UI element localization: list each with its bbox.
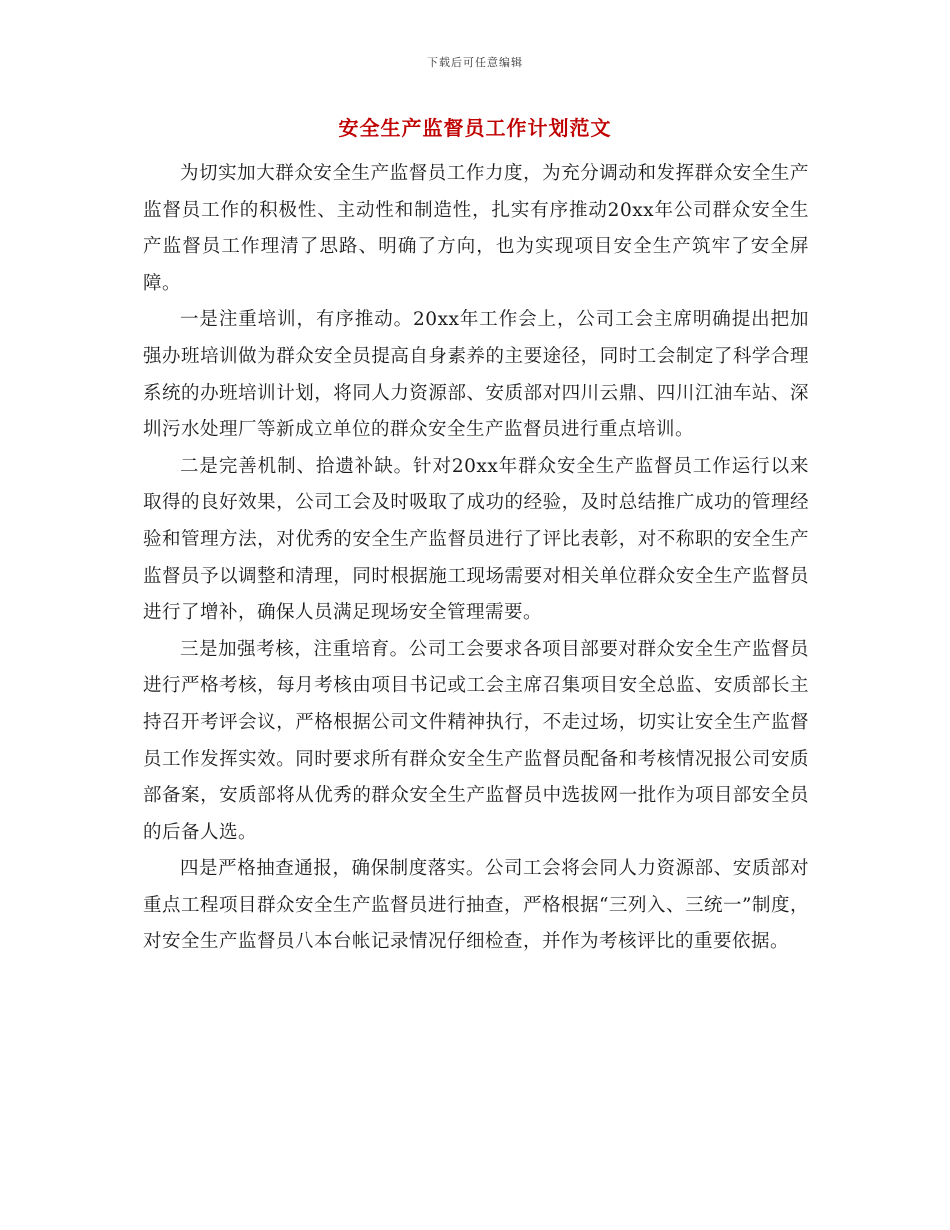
paragraph-inspection: 四是严格抽查通报，确保制度落实。公司工会将会同人力资源部、安质部对重点工程项目群众安全生产监督员进行抽查，严格根据“三列入、三统一”制度，对安全生产监督员八本台帐记录情况仔细检查，并作为考核评比的重要依据。 (143, 858, 809, 953)
paragraph-training: 一是注重培训，有序推动。20xx年工作会上，公司工会主席明确提出把加强办班培训做为群众安全员提高自身素养的主要途径，同时工会制定了科学合理系统的办班培训计划，将同人力资源部、安质部对四川云鼎、四川江油车站、深圳污水处理厂等新成立单位的群众安全生产监督员进行重点培训。 (143, 309, 809, 441)
document-title: 安全生产监督员工作计划范文 (338, 116, 612, 140)
page-header-note: 下载后可任意编辑 (427, 56, 523, 69)
paragraph-assessment: 三是加强考核，注重培育。公司工会要求各项目部要对群众安全生产监督员进行严格考核，每月考核由项目书记或工会主席召集项目安全总监、安质部长主持召开考评会议，严格根据公司文件精神执行，不走过场，切实让安全生产监督员工作发挥实效。同时要求所有群众安全生产监督员配备和考核情况报公司安质部备案，安质部将从优秀的群众安全生产监督员中选拔网一批作为项目部安全员的后备人选。 (143, 638, 809, 843)
paragraph-mechanism: 二是完善机制、拾遗补缺。针对20xx年群众安全生产监督员工作运行以来取得的良好效果，公司工会及时吸取了成功的经验，及时总结推广成功的管理经验和管理方法，对优秀的安全生产监督员进行了评比表彰，对不称职的安全生产监督员予以调整和清理，同时根据施工现场需要对相关单位群众安全生产监督员进行了增补，确保人员满足现场安全管理需要。 (143, 455, 809, 624)
document-body (143, 156, 809, 961)
paragraph-intro: 为切实加大群众安全生产监督员工作力度，为充分调动和发挥群众安全生产监督员工作的积极性、主动性和制造性，扎实有序推动20xx年公司群众安全生产监督员工作理清了思路、明确了方向，也为实现项目安全生产筑牢了安全屏障。 (143, 163, 809, 294)
